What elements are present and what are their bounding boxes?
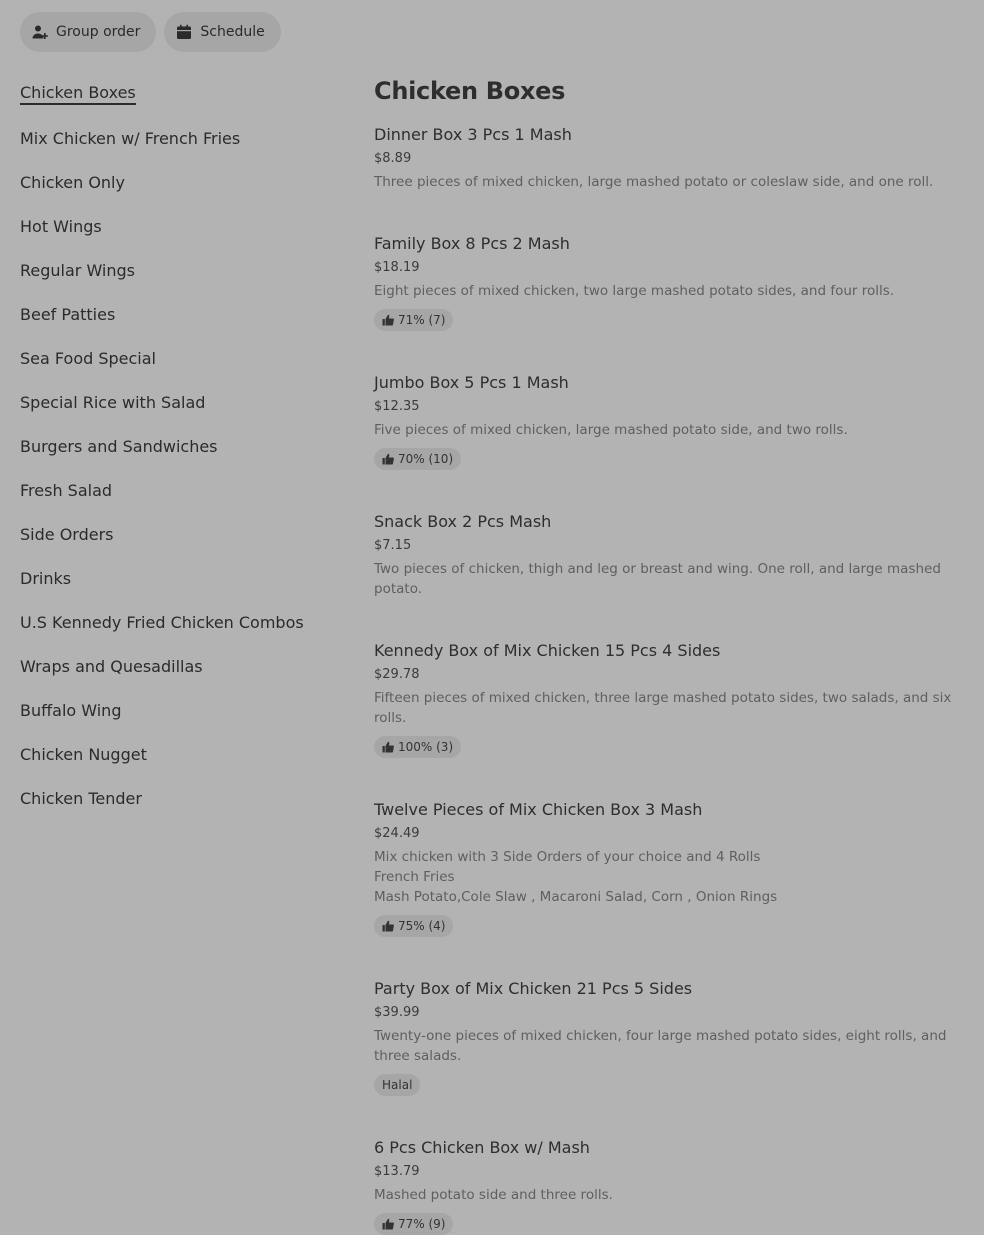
sidebar-item-label: Chicken Only <box>20 172 125 192</box>
sidebar-item-hot-wings[interactable] <box>20 204 340 248</box>
menu-item[interactable] <box>374 966 964 1096</box>
menu-item[interactable] <box>374 221 964 331</box>
item-description: Mashed potato side and three rolls. <box>374 1187 613 1203</box>
sidebar-item-label: Chicken Nugget <box>20 744 147 764</box>
sidebar-item-beef-patties[interactable] <box>20 292 340 336</box>
sidebar-item-label: Special Rice with Salad <box>20 392 206 412</box>
top-bar <box>20 12 281 52</box>
thumbs-up-icon <box>382 453 394 465</box>
sidebar-item-mix-chicken-fries[interactable] <box>20 116 340 160</box>
sidebar-item-label: Drinks <box>20 568 72 588</box>
sidebar-item-label: U.S Kennedy Fried Chicken Combos <box>20 612 304 632</box>
item-description: Five pieces of mixed chicken, large mashed potato side, and two rolls. <box>374 422 848 438</box>
menu-item[interactable] <box>374 1125 964 1235</box>
item-description: Three pieces of mixed chicken, large mashed potato or coleslaw side, and one roll. <box>374 174 934 190</box>
section-title: Chicken Boxes <box>374 77 566 105</box>
item-description: Fifteen pieces of mixed chicken, three large mashed potato sides, two salads, and six rolls. <box>374 690 952 726</box>
item-price: $39.99 <box>374 1005 420 1020</box>
sidebar-item-label: Regular Wings <box>20 260 135 280</box>
add-person-icon <box>32 24 48 40</box>
sidebar-item-label: Beef Patties <box>20 304 116 324</box>
item-price: $8.89 <box>374 151 412 166</box>
schedule-button[interactable] <box>164 12 280 52</box>
item-description-line: Mash Potato,Cole Slaw , Macaroni Salad, Corn , Onion Rings <box>374 889 778 905</box>
item-price: $12.35 <box>374 399 420 414</box>
item-name: Twelve Pieces of Mix Chicken Box 3 Mash <box>374 800 703 819</box>
sidebar-item-label: Buffalo Wing <box>20 700 122 720</box>
sidebar-item-special-rice[interactable] <box>20 380 340 424</box>
sidebar-item-chicken-tender[interactable] <box>20 776 340 820</box>
item-description: Eight pieces of mixed chicken, two large mashed potato sides, and four rolls. <box>374 283 895 299</box>
sidebar-item-buffalo-wing[interactable] <box>20 688 340 732</box>
thumbs-up-icon <box>382 741 394 753</box>
menu-main <box>374 76 964 1235</box>
sidebar-item-label: Sea Food Special <box>20 348 156 368</box>
group-order-button[interactable] <box>20 12 156 52</box>
schedule-label: Schedule <box>200 24 265 40</box>
sidebar-item-side-orders[interactable] <box>20 512 340 556</box>
thumbs-up-icon <box>382 314 394 326</box>
thumbs-up-icon <box>382 1218 394 1230</box>
sidebar-item-label: Side Orders <box>20 524 114 544</box>
item-price: $13.79 <box>374 1164 420 1179</box>
rating-badge <box>374 1213 453 1235</box>
sidebar-item-fresh-salad[interactable] <box>20 468 340 512</box>
item-description-line: Mix chicken with 3 Side Orders of your choice and 4 Rolls <box>374 849 761 865</box>
item-price: $29.78 <box>374 667 420 682</box>
item-description-line: French Fries <box>374 869 455 885</box>
sidebar-item-label: Hot Wings <box>20 216 102 236</box>
item-description: Two pieces of chicken, thigh and leg or breast and wing. One roll, and large mashed potato. <box>374 561 941 597</box>
menu-item[interactable] <box>374 499 964 599</box>
rating-badge <box>374 915 453 937</box>
sidebar-item-regular-wings[interactable] <box>20 248 340 292</box>
sidebar-item-chicken-only[interactable] <box>20 160 340 204</box>
thumbs-up-icon <box>382 920 394 932</box>
rating-badge <box>374 448 461 470</box>
item-name: Jumbo Box 5 Pcs 1 Mash <box>374 373 569 392</box>
item-description: Twenty-one pieces of mixed chicken, four large mashed potato sides, eight rolls, and three salads. <box>374 1028 947 1064</box>
category-sidebar <box>20 72 340 820</box>
tag-text: Halal <box>382 1078 413 1092</box>
sidebar-item-label: Mix Chicken w/ French Fries <box>20 128 241 148</box>
sidebar-item-sea-food-special[interactable] <box>20 336 340 380</box>
menu-item[interactable] <box>374 628 964 758</box>
sidebar-item-label: Fresh Salad <box>20 480 113 500</box>
sidebar-item-label: Chicken Boxes <box>20 83 136 105</box>
sidebar-item-chicken-boxes[interactable] <box>20 72 340 116</box>
item-name: Dinner Box 3 Pcs 1 Mash <box>374 125 572 144</box>
rating-badge <box>374 736 461 758</box>
sidebar-item-chicken-nugget[interactable] <box>20 732 340 776</box>
calendar-icon <box>176 24 192 40</box>
halal-tag <box>374 1074 420 1096</box>
item-name: 6 Pcs Chicken Box w/ Mash <box>374 1138 590 1157</box>
menu-item[interactable] <box>374 112 964 192</box>
rating-text: 71% (7) <box>398 313 446 327</box>
menu-item[interactable] <box>374 787 964 937</box>
item-price: $24.49 <box>374 826 420 841</box>
sidebar-item-wraps-quesadillas[interactable] <box>20 644 340 688</box>
rating-text: 100% (3) <box>398 740 454 754</box>
rating-text: 70% (10) <box>398 452 454 466</box>
item-price: $18.19 <box>374 260 420 275</box>
item-price: $7.15 <box>374 538 412 553</box>
sidebar-item-combos[interactable] <box>20 600 340 644</box>
group-order-label: Group order <box>56 24 141 40</box>
item-name: Kennedy Box of Mix Chicken 15 Pcs 4 Sides <box>374 641 721 660</box>
sidebar-item-drinks[interactable] <box>20 556 340 600</box>
sidebar-item-burgers-sandwiches[interactable] <box>20 424 340 468</box>
rating-text: 77% (9) <box>398 1217 446 1231</box>
sidebar-item-label: Burgers and Sandwiches <box>20 436 218 456</box>
rating-badge <box>374 309 453 331</box>
menu-item[interactable] <box>374 360 964 470</box>
item-name: Family Box 8 Pcs 2 Mash <box>374 234 570 253</box>
item-name: Snack Box 2 Pcs Mash <box>374 512 552 531</box>
item-name: Party Box of Mix Chicken 21 Pcs 5 Sides <box>374 979 693 998</box>
sidebar-item-label: Wraps and Quesadillas <box>20 656 203 676</box>
sidebar-item-label: Chicken Tender <box>20 788 142 808</box>
rating-text: 75% (4) <box>398 919 446 933</box>
